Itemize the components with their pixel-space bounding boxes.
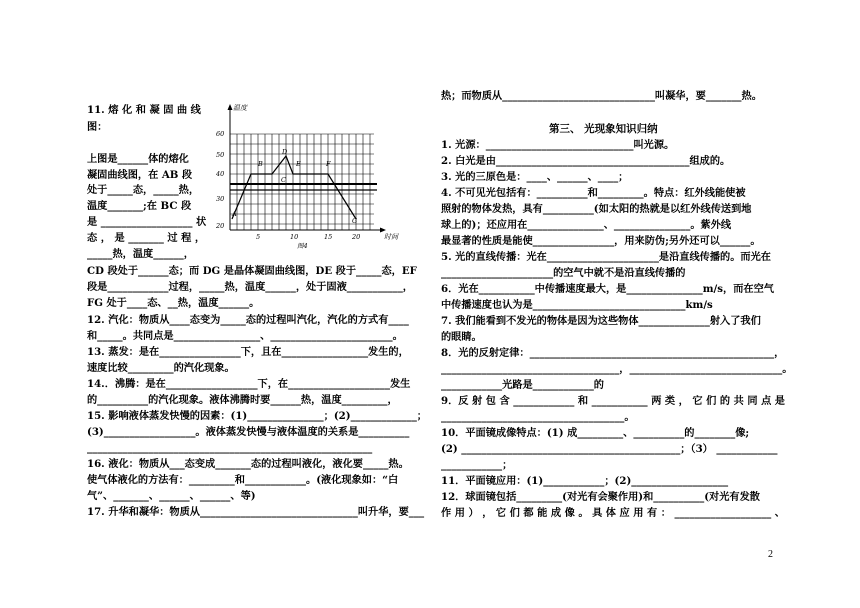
left-line-15: 速度比较_________的汽化现象。 [87, 362, 235, 374]
right-line-3: 4. 不可见光包括有：__________和_________。特点：红外线能使被 [441, 187, 746, 199]
y-tick-60: 60 [216, 130, 225, 138]
point-label-d: D [282, 148, 288, 156]
page-number: 2 [768, 549, 773, 560]
right-line-19: (2) ___________________________________________；（3） ____________ [441, 443, 778, 455]
graph-caption: 图4 [297, 242, 308, 250]
right-line-12: 的眼睛。 [441, 331, 482, 343]
left-line-10: 段是____________过程，_____热，温度______，处于固液___________， [87, 281, 413, 293]
x-tick-20: 20 [352, 233, 361, 241]
left-line-22: 使气体液化的方法有：_________和____________。(液化现象如：“白 [87, 474, 399, 486]
point-label-f: F [326, 160, 331, 168]
point-label-c: C [281, 176, 286, 184]
right-line-20: ____________； [441, 459, 513, 471]
right-line-9: 6．光在___________中传播速度最大，是_______________m/s，而在空气 [441, 283, 774, 295]
left-line-4: 处于_____态，_____热， [87, 184, 200, 196]
right-line-0: 1. 光源：_____________________________叫光源。 [441, 139, 675, 151]
right-line-21: 11．平面镜应用：(1)____________；(2)___________________ [441, 475, 729, 487]
left-line-6: 是 __________________ 状 [87, 216, 207, 228]
left-line-23: 气”、_______、______、______、等) [87, 490, 256, 502]
left-line-5: 温度_______;在 BC 段 [87, 200, 192, 212]
x-tick-15: 15 [324, 233, 333, 241]
left-line-18: 15. 影响液体蒸发快慢的因素：(1)_______________；(2)_____________； [87, 410, 427, 422]
right-line-11: 7. 我们能看到不发光的物体是因为这些物体______________射入了我们 [441, 315, 761, 327]
left-line-9: CD 段处于______态；而 DG 是晶体凝固曲线图，DE 段于_____态，EF [87, 265, 417, 277]
point-label-b: B [258, 160, 263, 168]
y-tick-20: 20 [216, 222, 225, 230]
x-tick-5: 5 [256, 233, 261, 241]
right-line-15: ____________光路是____________的 [441, 379, 604, 391]
left-line-16: 14.．沸腾：是在__________________下，在____________________发生 [87, 378, 411, 390]
right-line-5: 球上的)；还应用在_______________、_______________。紫外线 [441, 219, 732, 231]
y-tick-30: 30 [216, 195, 225, 203]
right-line-8: ______________________的空气中就不是沿直线传播的 [441, 267, 686, 279]
right-line-18: 10．平面镜成像特点：(1) 成_________、__________的________像; [441, 427, 750, 439]
right-line-2: 3. 光的三原色是：____、______、____； [441, 171, 629, 183]
right-line-23: 作 用 ） ， 它 们 都 能 成 像 。 具 体 应 用 有 ： ___________________ 、 [441, 507, 785, 519]
left-line-14: 13. 蒸发：是在________________下，且在_________________发生的， [87, 346, 409, 358]
left-line-11: FG 处于____态、__热，温度______。 [87, 297, 260, 309]
left-line-3: 凝固曲线图，在 AB 段 [87, 169, 193, 181]
right-line-10: 中传播速度也认为是______________________________km/s [441, 299, 713, 311]
section-title: 第三、 光现象知识归纳 [549, 123, 658, 135]
point-label-a: A [232, 210, 237, 218]
left-line-21: 16. 液化：物质从___态变成_______态的过程叫液化，液化要_____热。 [87, 458, 409, 470]
y-tick-50: 50 [216, 151, 225, 159]
melting-curve-graph [212, 102, 412, 250]
left-line-12: 12. 汽化：物质从____态变为_____态的过程叫汽化，汽化的方式有____ [87, 314, 409, 326]
left-line-0: 11. 熔 化 和 凝 固 曲 线 [87, 104, 201, 116]
left-line-19: (3)__________________。液体蒸发快慢与液体温度的关系是__________ [87, 426, 410, 438]
left-line-7: 态 ， 是 _______ 过 程 ， [87, 232, 206, 244]
left-line-13: 和_____。共同点是_________________、________________________。 [87, 330, 403, 342]
x-axis-label: 时间 [384, 233, 398, 241]
left-line-17: 的__________的汽化现象。液体沸腾时要______热，温度_________， [87, 394, 398, 406]
y-axis-label: 温度 [233, 104, 247, 112]
left-line-1: 图： [87, 121, 108, 133]
left-line-20: ________________________________________________________ [87, 442, 373, 454]
left-line-24: 17. 升华和凝华：物质从_______________________________叫升华，要___ [87, 506, 425, 518]
x-tick-10: 10 [290, 233, 299, 241]
right-line-6: 最显著的性质是能使________________，用来防伪;另外还可以______。 [441, 235, 761, 247]
right-line-4: 照射的物体发热，具有__________(如太阳的热就是以红外线传送到地 [441, 203, 752, 215]
left-line-8: _____热，温度______， [87, 248, 194, 260]
right-line-top-0: 热；而物质从______________________________叫凝华，要_______热。 [441, 90, 762, 102]
y-tick-40: 40 [216, 170, 225, 178]
right-line-16: 9．反 射 包 含 ____________ 和 ___________ 两 类 ， 它 们 的 共 同 点 是 [441, 395, 785, 407]
right-line-13: 8．光的反射定律：________________________________________________， [441, 347, 785, 359]
right-line-17: ____________________________________。 [441, 411, 635, 423]
point-label-e: E [296, 160, 301, 168]
right-line-14: ___________________________________，______________________________。 [441, 363, 793, 375]
right-line-1: 2. 白光是由______________________________________组成的。 [441, 155, 731, 167]
right-line-22: 12．球面镜包括_________(对光有会聚作用)和__________(对光有发散 [441, 491, 760, 503]
left-line-2: 上图是______体的熔化 [87, 153, 189, 165]
point-label-g: G [352, 217, 358, 225]
right-line-7: 5. 光的直线传播：光在______________________是沿直线传播的。而光在 [441, 251, 771, 263]
